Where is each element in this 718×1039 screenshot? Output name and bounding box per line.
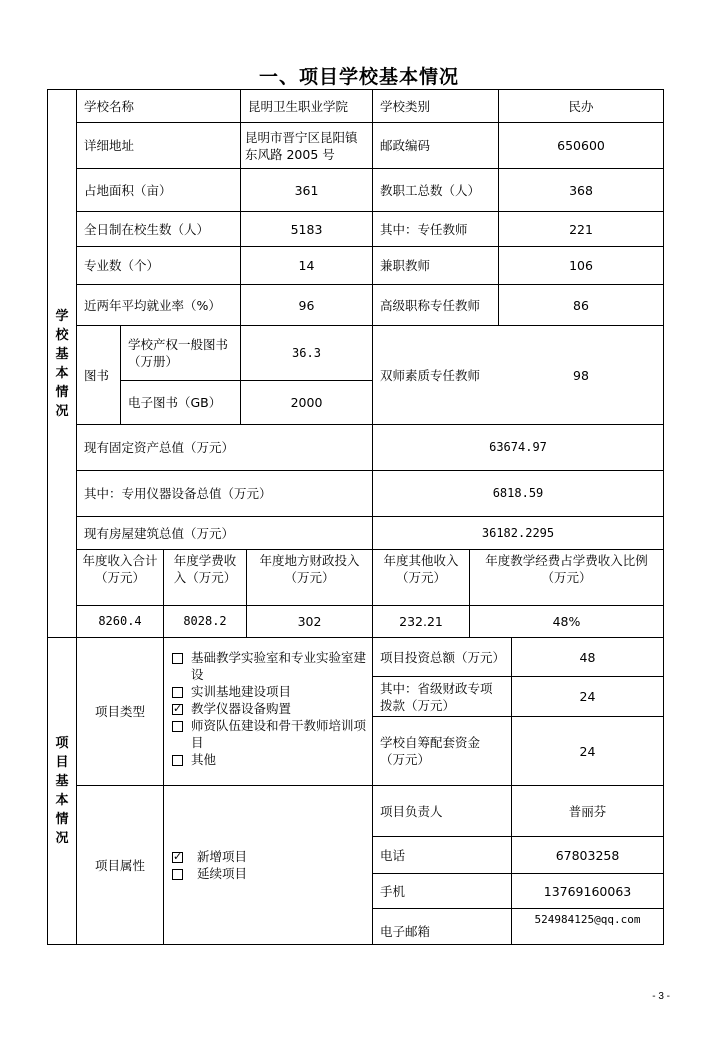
books-label: 图书 (84, 367, 110, 383)
senior-teachers-label: 高级职称专任教师 (380, 297, 481, 313)
school-name-value: 昆明卫生职业学院 (248, 98, 349, 114)
project-attr-label: 项目属性 (94, 857, 145, 873)
total-invest-value: 48 (579, 649, 596, 665)
ebooks-value: 2000 (290, 395, 323, 410)
fulltime-teachers-value: 221 (569, 221, 593, 237)
project-attr-options (172, 848, 368, 882)
project-type-label: 项目类型 (94, 704, 145, 719)
section-label-school: 学 校 基 本 情 况 (55, 308, 69, 419)
type-option-lab[interactable]: 基础教学实验室和专业实验室建设 (172, 649, 368, 683)
edu-ratio-value: 48% (552, 614, 581, 629)
type-option-training-base[interactable]: 实训基地建设项目 (172, 683, 368, 700)
local-fiscal-label: 年度地方财政投入（万元） (259, 553, 360, 585)
section-label-project: 项 目 基 本 情 况 (55, 736, 69, 846)
total-invest-label: 项目投资总额（万元） (380, 649, 506, 665)
leader-label: 项目负责人 (380, 803, 443, 819)
address-value: 昆明市晋宁区昆阳镇东风路 2005 号 (245, 129, 358, 162)
checkbox-icon[interactable] (172, 653, 183, 664)
email-label: 电子邮箱 (380, 924, 431, 939)
buildings-value: 36182.2295 (481, 525, 555, 540)
page-title: 一、项目学校基本情况 (258, 66, 459, 88)
type-option-equipment[interactable]: ✓ 教学仪器设备购置 (172, 700, 368, 717)
area-value: 361 (294, 182, 319, 198)
students-label: 全日制在校生数（人） (84, 221, 210, 237)
phone-label: 电话 (380, 847, 406, 863)
checkbox-icon[interactable] (172, 869, 183, 880)
staff-value: 368 (569, 182, 593, 198)
type-option-faculty[interactable]: 师资队伍建设和骨干教师培训项目 (172, 717, 368, 751)
dual-teachers-value: 98 (573, 367, 589, 383)
equipment-value: 6818.59 (492, 486, 544, 500)
self-fund-label: 学校自筹配套资金（万元） (380, 735, 481, 767)
leader-value: 普丽芬 (568, 803, 607, 819)
edu-ratio-label: 年度教学经费占学费收入比例（万元） (485, 553, 648, 585)
other-income-value: 232.21 (399, 614, 443, 629)
school-type-value: 民办 (568, 98, 594, 114)
school-type-label: 学校类别 (380, 98, 431, 114)
print-books-value: 36.3 (292, 345, 321, 360)
postcode-label: 邮政编码 (380, 138, 431, 153)
tuition-value: 8028.2 (183, 614, 227, 628)
income-total-label: 年度收入合计（万元） (82, 553, 158, 585)
email-value: 524984125@qq.com (534, 913, 641, 926)
checkbox-checked-icon[interactable] (172, 704, 183, 715)
checkbox-icon[interactable] (172, 721, 183, 732)
students-value: 5183 (290, 221, 323, 237)
tuition-label: 年度学费收入（万元） (173, 553, 237, 585)
area-label: 占地面积（亩） (84, 182, 172, 198)
ebooks-label: 电子图书（GB） (128, 395, 222, 410)
employment-value: 96 (298, 297, 315, 313)
self-fund-value: 24 (579, 743, 596, 759)
employment-label: 近两年平均就业率（%） (84, 297, 221, 313)
checkbox-icon[interactable] (172, 687, 183, 698)
other-income-label: 年度其他收入（万元） (383, 553, 459, 585)
attr-option-new[interactable]: ✓ 新增项目 (172, 848, 368, 865)
checkbox-checked-icon[interactable] (172, 852, 183, 863)
mobile-value: 13769160063 (543, 883, 632, 899)
parttime-teachers-value: 106 (569, 258, 593, 273)
parttime-teachers-label: 兼职教师 (380, 258, 431, 273)
checkbox-icon[interactable] (172, 755, 183, 766)
page-number: - 3 - (652, 991, 670, 1002)
staff-label: 教职工总数（人） (380, 182, 481, 198)
fixed-assets-label: 现有固定资产总值（万元） (84, 440, 235, 455)
majors-label: 专业数（个） (84, 258, 160, 273)
type-option-other[interactable]: 其他 (172, 751, 368, 768)
majors-value: 14 (298, 258, 315, 273)
local-fiscal-value: 302 (297, 614, 322, 629)
phone-value: 67803258 (555, 847, 620, 863)
provincial-label: 其中：省级财政专项拨款（万元） (380, 680, 493, 713)
buildings-label: 现有房屋建筑总值（万元） (84, 525, 235, 541)
fulltime-teachers-label: 其中：专任教师 (380, 221, 468, 237)
equipment-label: 其中：专用仪器设备总值（万元） (84, 486, 272, 501)
mobile-label: 手机 (380, 883, 406, 899)
address-label: 详细地址 (84, 138, 135, 153)
project-type-options (172, 649, 368, 768)
provincial-value: 24 (579, 689, 596, 704)
attr-option-continued[interactable]: 延续项目 (172, 865, 368, 882)
dual-teachers-label: 双师素质专任教师 (380, 367, 481, 383)
postcode-value: 650600 (557, 138, 605, 153)
fixed-assets-value: 63674.97 (489, 440, 547, 454)
income-total-value: 8260.4 (98, 614, 142, 628)
print-books-label: 学校产权一般图书（万册） (128, 337, 229, 369)
school-name-label: 学校名称 (84, 98, 135, 114)
senior-teachers-value: 86 (573, 297, 589, 313)
